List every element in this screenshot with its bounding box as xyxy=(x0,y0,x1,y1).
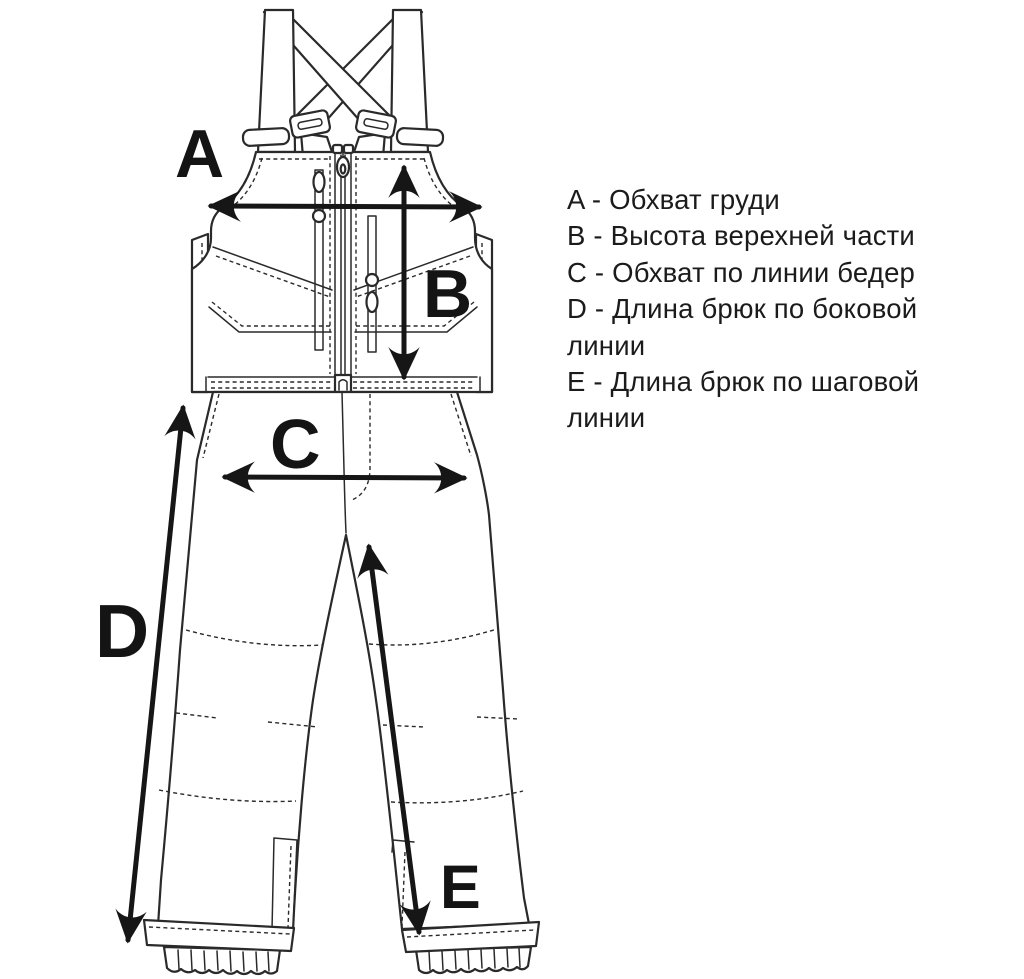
legend-line: линии xyxy=(567,329,646,361)
pants xyxy=(158,392,529,931)
legend-line: линии xyxy=(567,402,646,434)
legend-line: B - Высота верехней части xyxy=(567,220,915,252)
measure-label-c: C xyxy=(270,405,321,483)
hem-cuffs xyxy=(144,920,539,974)
slider-left-icon xyxy=(243,128,290,146)
legend-line: A - Обхват груди xyxy=(567,184,780,215)
slider-right-icon xyxy=(397,128,444,146)
measure-label-b: B xyxy=(423,256,473,332)
measure-label-e: E xyxy=(440,853,481,921)
legend-line: E - Длина брюк по шаговой xyxy=(567,366,920,398)
measure-label-d: D xyxy=(95,589,150,673)
legend xyxy=(567,182,1017,437)
legend-line: D - Длина брюк по боковой xyxy=(567,293,918,325)
legend-line: C - Обхват по линии бедер xyxy=(567,256,916,288)
measure-label-a: A xyxy=(175,116,225,192)
suspender-straps xyxy=(243,10,444,157)
measure-arrow-c xyxy=(225,477,464,478)
gaiter-left xyxy=(164,947,280,974)
measure-arrow-a xyxy=(211,206,479,207)
